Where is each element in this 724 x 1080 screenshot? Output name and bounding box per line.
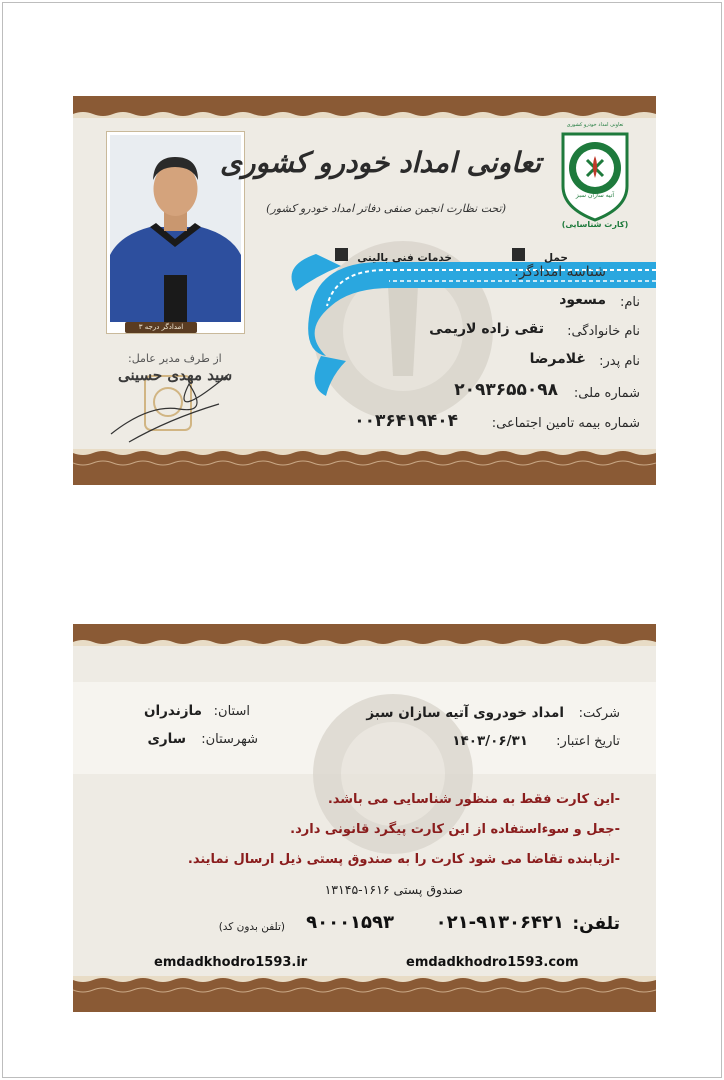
- id-card-back: [73, 624, 656, 1012]
- province-label: استان:: [213, 704, 250, 719]
- po-box: صندوق پستی ۱۶۱۶-۱۳۱۴۵: [324, 882, 463, 897]
- phone-label: تلفن:: [572, 914, 620, 934]
- option-label-technical: خدمات فنی بالینی: [357, 252, 452, 264]
- city-value: ساری: [147, 731, 186, 747]
- signer-prefix: از طرف مدیر عامل:: [128, 352, 222, 365]
- phone-short: ۹۰۰۰۱۵۹۳: [306, 912, 394, 933]
- blue-ribbon: [261, 236, 656, 401]
- bottom-decorative-band: [73, 449, 656, 485]
- note-1: -این کارت فقط به منظور شناسایی می باشد.: [327, 792, 620, 807]
- field-label-national-id: شماره ملی:: [573, 386, 640, 401]
- card-subtitle: (تحت نظارت انجمن صنفی دفاتر امداد خودرو کشور): [266, 202, 506, 215]
- cooperative-emblem: [557, 126, 633, 222]
- field-value-father-name: غلامرضا: [529, 351, 586, 367]
- card-title: تعاونی امداد خودرو کشوری: [220, 146, 541, 179]
- note-3: -ازیابنده تقاضا می شود کارت را به صندوق پستی ذیل ارسال نمایند.: [187, 852, 620, 867]
- website-url-com[interactable]: emdadkhodro1593.com: [406, 955, 579, 970]
- field-value-insurance-no: ۰۰۳۶۴۱۹۴۰۴: [354, 411, 458, 431]
- note-2: -جعل و سوءاستفاده از این کارت پیگرد قانونی دارد.: [290, 822, 620, 837]
- top-decorative-band: [73, 624, 656, 646]
- photo-caption: امدادگر درجه ۳: [125, 322, 197, 333]
- company-value: امداد خودروی آتیه سازان سبز: [366, 705, 564, 721]
- bottom-decorative-band: [73, 976, 656, 1012]
- validity-value: ۱۴۰۳/۰۶/۳۱: [452, 733, 528, 749]
- section-label: شناسه امدادگر:: [514, 264, 606, 280]
- phone-main: ۰۲۱-۹۱۳۰۶۴۲۱: [435, 912, 564, 933]
- phone-short-note: (تلفن بدون کد): [218, 921, 285, 933]
- field-label-last-name: نام خانوادگی:: [567, 324, 640, 339]
- emblem-caption: (کارت شناسایی): [561, 220, 629, 229]
- id-card-front: [73, 96, 656, 485]
- city-label: شهرستان:: [201, 732, 258, 747]
- field-value-national-id: ۲۰۹۳۶۵۵۰۹۸: [454, 380, 558, 400]
- website-url-ir[interactable]: emdadkhodro1593.ir: [154, 955, 308, 970]
- watermark-emblem: [283, 674, 503, 874]
- company-label: شرکت:: [578, 706, 620, 721]
- top-decorative-band: [73, 96, 656, 118]
- emblem-ring-text: تعاونی امداد خودرو کشوری: [566, 122, 624, 128]
- field-label-first-name: نام:: [619, 295, 640, 310]
- option-box-transport: [512, 248, 525, 261]
- field-value-last-name: تقی زاده لاریمی: [429, 321, 544, 337]
- option-label-transport: حمل: [544, 252, 568, 264]
- option-box-technical: [335, 248, 348, 261]
- signer-name: سید مهدی حسینی: [118, 366, 233, 384]
- validity-label: تاریخ اعتبار:: [556, 734, 620, 749]
- field-label-insurance-no: شماره بیمه تامین اجتماعی:: [491, 416, 640, 431]
- province-value: مازندران: [144, 703, 202, 719]
- emblem-org-text: آتیه سازان سبز: [575, 192, 615, 199]
- field-label-father-name: نام پدر:: [599, 354, 640, 369]
- field-value-first-name: مسعود: [559, 292, 606, 308]
